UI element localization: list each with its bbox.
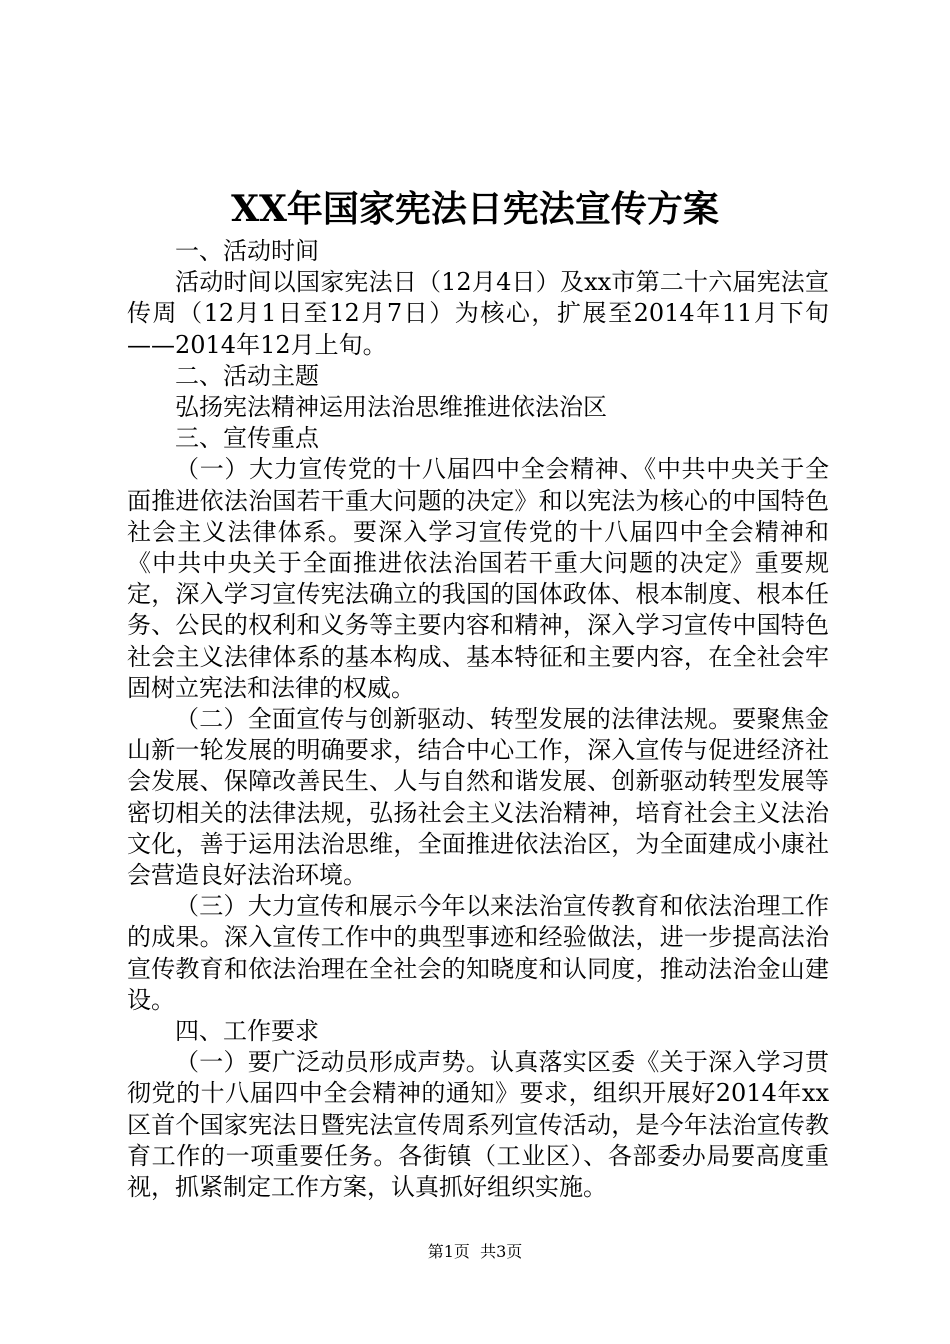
page-footer: 第1页 共3页: [427, 1242, 523, 1261]
paragraph-activity-time: 活动时间以国家宪法日（12月4日）及xx市第二十六届宪法宣传周（12月1日至12月7日）为核心，扩展至2014年11月下旬——2014年12月上旬。: [127, 268, 829, 359]
paragraph-focus-three: （三）大力宣传和展示今年以来法治宣传教育和依法治理工作的成果。深入宣传工作中的典型事迹和经验做法，进一步提高法治宣传教育和依法治理在全社会的知晓度和认同度，推动法治金山建设。: [127, 892, 829, 1014]
paragraph-focus-one: （一）大力宣传党的十八届四中全会精神、《中共中央关于全面推进依法治国若干重大问题的决定》和以宪法为核心的中国特色社会主义法律体系。要深入学习宣传党的十八届四中全会精神和《中共中央关于全面推进依法治国若干重大问题的决定》重要规定，深入学习宣传宪法确立的我国的国体政体、根本制度、根本任务、公民的权利和义务等主要内容和精神，深入学习宣传中国特色社会主义法律体系的基本构成、基本特征和主要内容，在全社会牢固树立宪法和法律的权威。: [127, 455, 829, 702]
paragraph-requirement-one: （一）要广泛动员形成声势。认真落实区委《关于深入学习贯彻党的十八届四中全会精神的通知》要求，组织开展好2014年xx区首个国家宪法日暨宪法宣传周系列宣传活动，是今年法治宣传教育工作的一项重要任务。各街镇（工业区）、各部委办局要高度重视，抓紧制定工作方案，认真抓好组织实施。: [127, 1048, 829, 1202]
paragraph-activity-theme: 弘扬宪法精神运用法治思维推进依法治区: [175, 393, 607, 422]
heading-activity-time: 一、活动时间: [175, 237, 319, 265]
paragraph-focus-two: （二）全面宣传与创新驱动、转型发展的法律法规。要聚焦金山新一轮发展的明确要求，结合中心工作，深入宣传与促进经济社会发展、保障改善民生、人与自然和谐发展、创新驱动转型发展等密切相关的法律法规，弘扬社会主义法治精神，培育社会主义法治文化，善于运用法治思维，全面推进依法治区，为全面建成小康社会营造良好法治环境。: [127, 705, 829, 890]
heading-work-requirements: 四、工作要求: [175, 1017, 319, 1046]
document-title: XX年国家宪法日宪法宣传方案: [231, 188, 719, 230]
heading-publicity-focus: 三、宣传重点: [175, 424, 319, 453]
heading-activity-theme: 二、活动主题: [175, 361, 319, 390]
document-body: [127, 236, 829, 1203]
